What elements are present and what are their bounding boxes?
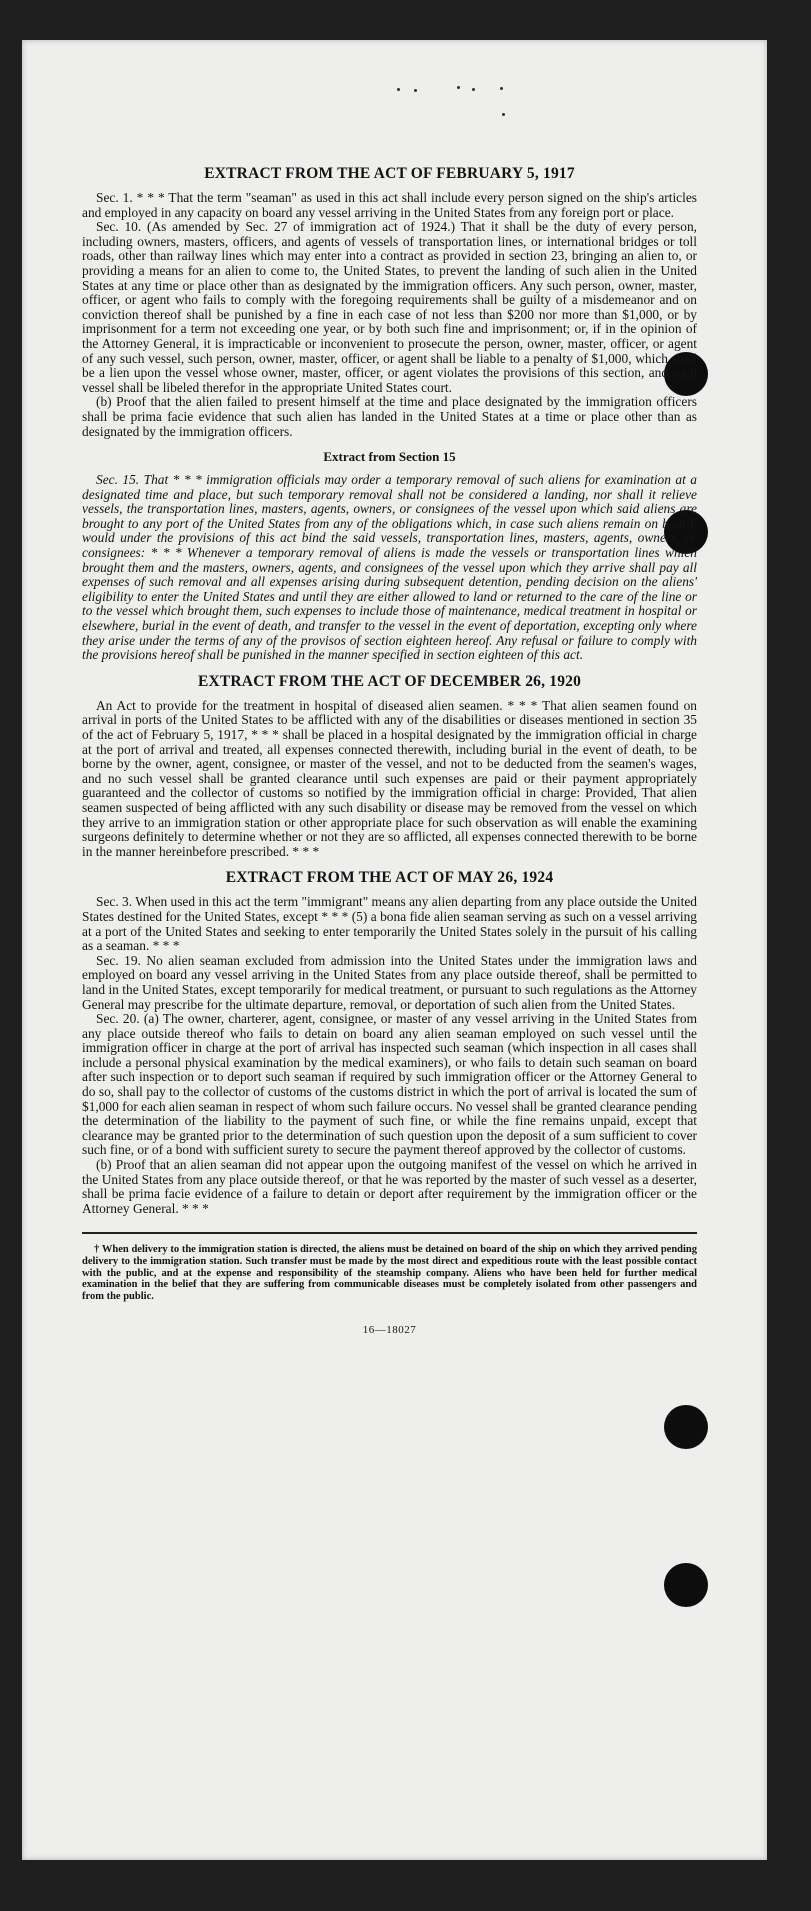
section-act-1917 <box>82 165 697 439</box>
paragraph: Sec. 10. (As amended by Sec. 27 of immigration act of 1924.) That it shall be the duty of every person, including owners, masters, officers, and agents of vessels of transportation lines, or international bridges or toll roads, other than railway lines which may enter into a contract as provided in section 23, bringing an alien to, or providing a means for an alien to come to, the United States, to prevent the landing of such alien in the United States at any time or place other than as designated by the immigration officers. Any such person, owner, master, officer, or agent who fails to comply with the foregoing requirements shall be guilty of a misdemeanor and on conviction thereof shall be punished by a fine in each case of not less than $200 nor more than $1,000, or by imprisonment for a term not exceeding one year, or by both such fine and imprisonment; or, if in the opinion of the Attorney General, it is impracticable or inconvenient to prosecute the person, owner, master, officer, or agent of any such vessel, such person, owner, master, officer, or agent shall be liable to a penalty of $1,000, which shall be a lien upon the vessel whose owner, master, officer, or agent violates the provisions of this section, and such vessel shall be libeled therefor in the appropriate United States court. <box>82 219 697 395</box>
footnote-divider <box>82 1232 697 1234</box>
section-15 <box>82 449 697 663</box>
paragraph: Sec. 15. That * * * immigration officials may order a temporary removal of such aliens for examination at a designated time and place, but such temporary removal shall not be considered a landing, nor shall it relieve vessels, the transportation lines, masters, agents, owners, or consignees of the vessel upon which said aliens are brought to any port of the United States from any of the obligations which, in case such aliens remain on board, would under the provisions of this act bind the said vessels, transportation lines, masters, agents, owners, or consignees: * * * Whenever a temporary removal of aliens is made the vessels or transportation lines which brought them and the masters, owners, agents, and consignees of the vessel upon which they arrive shall pay all expenses of such removal and all expenses arising during subsequent detention, pending decision on the aliens' eligibility to enter the United States and until they are either allowed to land or returned to the care of the line or to the vessel which brought them, such expenses to include those of maintenance, medical treatment in hospital or elsewhere, burial in the event of death, and transfer to the vessel in the event of deportation, excepting only where they arise under the terms of any of the provisos of section eighteen hereof. Any refusal or failure to comply with the provisions hereof shall be punished in the manner specified in section eighteen of this act. <box>82 472 697 663</box>
paragraph: An Act to provide for the treatment in hospital of diseased alien seamen. * * * That alien seamen found on arrival in ports of the United States to be afflicted with any of the disabilities or diseases mentioned in section 35 of the act of February 5, 1917, * * * shall be placed in a hospital designated by the immigration official in charge at the port of arrival and treated, all expenses connected therewith, including burial in the event of death, to be borne by the owner, agent, consignee, or master of the vessel, and not to be deducted from the seamen's wages, and no such vessel shall be granted clearance until such expenses are paid or their payment appropriately guaranteed and the collector of customs so notified by the immigration official in charge: Provided, That alien seamen suspected of being afflicted with any such disability or disease may be removed from the vessel on which they arrive to an immigration station or other appropriate place for such observation as will enable the examining surgeons definitely to determine whether or not they are so afflicted, all expenses connected therewith to be borne in the manner hereinbefore prescribed. * * * <box>82 697 697 859</box>
document-page <box>22 40 767 1860</box>
section-title: Extract from Section 15 <box>323 449 456 465</box>
footnote: † When delivery to the immigration station is directed, the aliens must be detained on board of the ship on which they arrived pending delivery to the immigration station. Such transfer must be made by the most direct and expeditious route with the least possible contact with the public, and at the expense and responsibility of the steamship company. Aliens who have been held for further medical examination in the belief that they are suffering from communicable diseases must be completely isolated from other passengers and from the public. <box>82 1244 697 1302</box>
section-act-1924 <box>82 869 697 1216</box>
paragraph: Sec. 3. When used in this act the term "immigrant" means any alien departing from any place outside the United States destined for the United States, except * * * (5) a bona fide alien seaman serving as such on a vessel arriving at a port of the United States and seeking to enter temporarily the United States solely in the pursuit of his calling as a seaman. * * * <box>82 894 697 954</box>
page-number: 16—18027 <box>362 1324 417 1337</box>
section-title: EXTRACT FROM THE ACT OF DECEMBER 26, 1920 <box>197 672 582 690</box>
section-title: EXTRACT FROM THE ACT OF FEBRUARY 5, 1917 <box>204 165 575 182</box>
punch-hole <box>664 1405 708 1449</box>
document-body <box>82 165 697 1336</box>
punch-hole <box>664 1563 708 1607</box>
paragraph: Sec. 1. * * * That the term "seaman" as used in this act shall include every person signed on the ship's articles and employed in any capacity on board any vessel arriving in the United States from any foreign port or place. <box>82 190 697 220</box>
paragraph: (b) Proof that the alien failed to present himself at the time and place designated by the immigration officers shall be prima facie evidence that such alien has landed in the United States at a time or place other than as designated by the immigration officers. <box>82 394 697 439</box>
section-act-1920 <box>82 673 697 860</box>
stray-marks <box>372 80 532 120</box>
paragraph: Sec. 20. (a) The owner, charterer, agent, consignee, or master of any vessel arriving in the United States from any place outside thereof who fails to detain on board any alien seaman employed on such vessel until the immigration officer in charge at the port of arrival has inspected such seaman (which inspection in all cases shall include a personal physical examination by the medical examiners), or who fails to detain such seaman on board after such inspection or to deport such seaman if required by such immigration officer or the Attorney General to do so, shall pay to the collector of customs of the customs district in which the port of arrival is located the sum of $1,000 for each alien seaman in respect of whom such failure occurs. No vessel shall be granted clearance pending the determination of the liability to the payment of such fine, or while the fine remains unpaid, except that clearance may be granted prior to the determination of such question upon the deposit of a sum sufficient to cover such fine, or of a bond with sufficient surety to secure the payment thereof approved by the collector of customs. <box>82 1011 697 1158</box>
paragraph: Sec. 19. No alien seaman excluded from admission into the United States under the immigration laws and employed on board any vessel arriving in the United States from any place outside thereof, shall be permitted to land in the United States, except temporarily for medical treatment, or pursuant to such regulations as the Attorney General may prescribe for the ultimate departure, removal, or deportation of such alien from the United States. <box>82 952 697 1012</box>
section-title: EXTRACT FROM THE ACT OF MAY 26, 1924 <box>225 869 554 887</box>
paragraph: (b) Proof that an alien seaman did not appear upon the outgoing manifest of the vessel on which he arrived in the United States from any place outside thereof, or that he was reported by the master of such vessel as a deserter, shall be prima facie evidence of a failure to detain or deport after requirement by the immigration officer or the Attorney General. * * * <box>82 1157 697 1216</box>
